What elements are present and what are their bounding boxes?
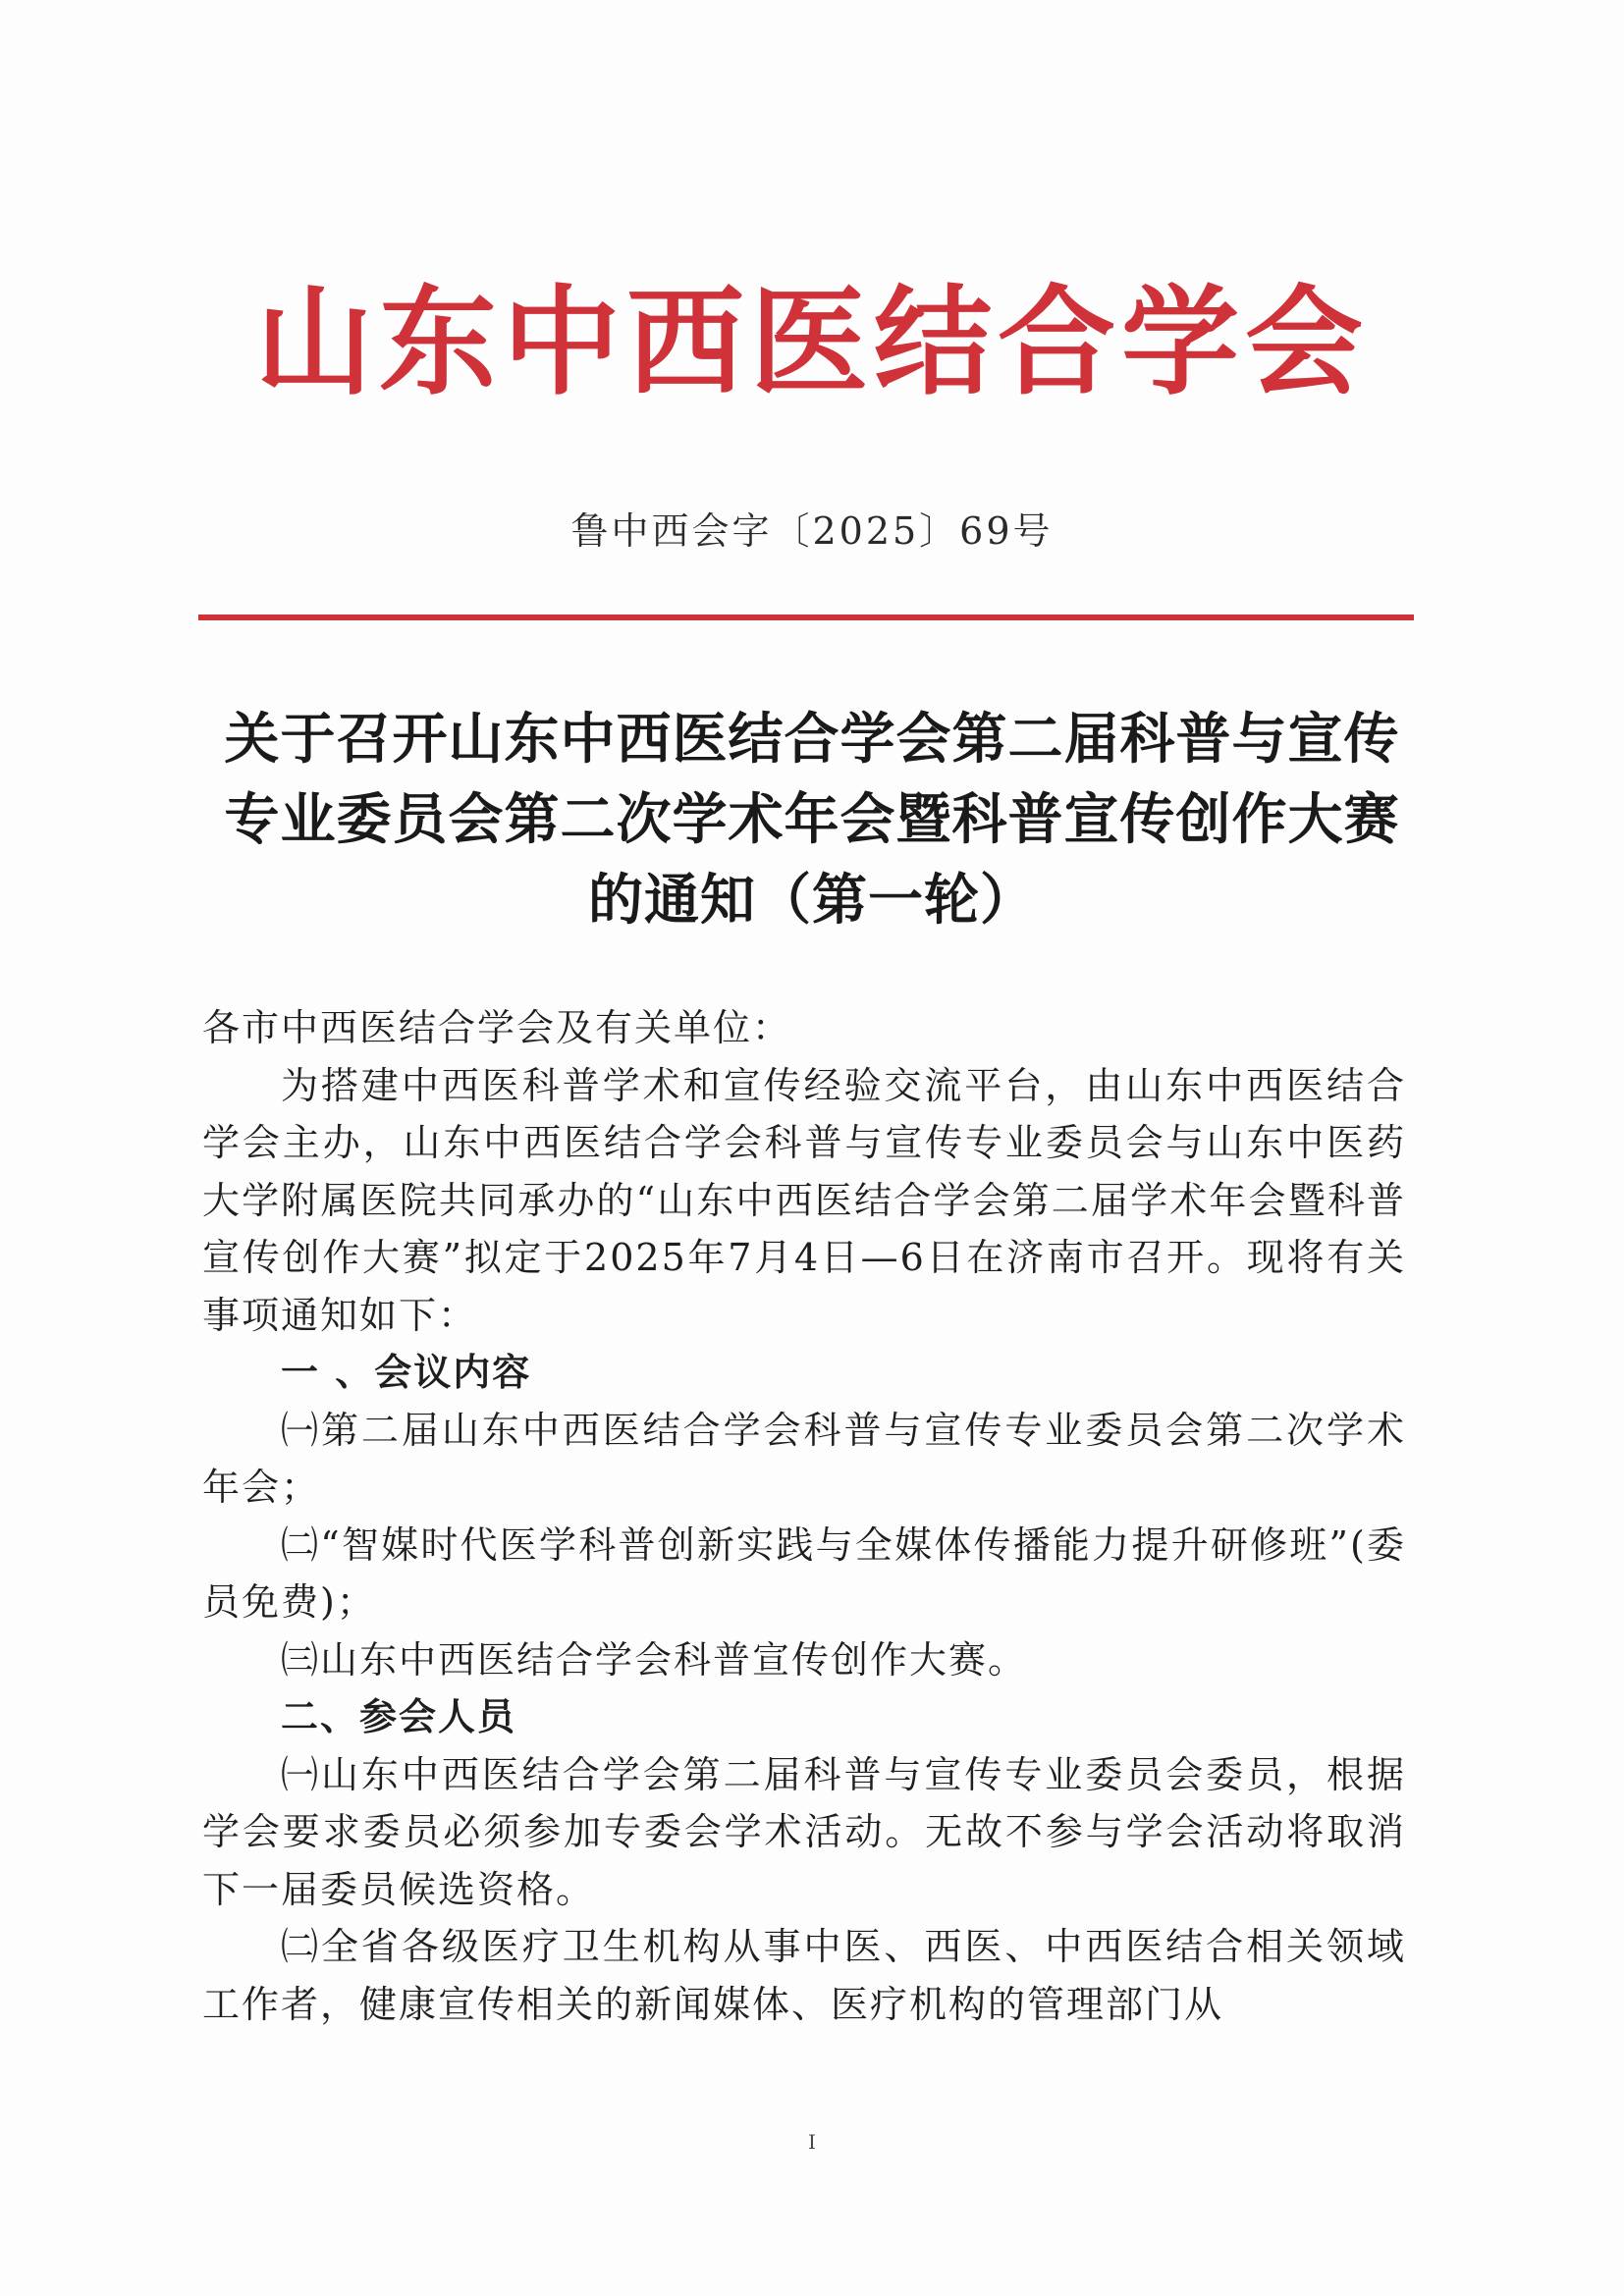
salutation: 各市中西医结合学会及有关单位： xyxy=(202,1006,792,1049)
page-number-mark: I xyxy=(808,2130,816,2154)
participants-item: ㈠山东中西医结合学会第二届科普与宣传专业委员会委员，根据学会要求委员必须参加专委会学术活动。无故不参与学会活动将取消下一届委员候选资格。 xyxy=(202,1752,1406,1911)
participants-item: ㈡全省各级医疗卫生机构从事中医、西医、中西医结合相关领域工作者，健康宣传相关的新闻媒体、医疗机构的管理部门从 xyxy=(202,1925,1406,2026)
section-heading-meeting-content: 一 、会议内容 xyxy=(281,1351,532,1394)
document-body xyxy=(202,999,1406,2033)
red-divider-line xyxy=(198,614,1414,620)
section-heading-participants: 二、参会人员 xyxy=(281,1695,517,1738)
meeting-content-item: ㈢山东中西医结合学会科普宣传创作大赛。 xyxy=(281,1637,1028,1682)
document-number: 鲁中西会字〔2025〕69号 xyxy=(570,509,1054,553)
notice-title: 关于召开山东中西医结合学会第二届科普与宣传专业委员会第二次学术年会暨科普宣传创作大赛的通知（第一轮） xyxy=(224,707,1400,933)
intro-paragraph: 为搭建中西医科普学术和宣传经验交流平台，由山东中西医结合学会主办，山东中西医结合学会科普与宣传专业委员会与山东中医药大学附属医院共同承办的“山东中西医结合学会第二届学术年会暨科普宣传创作大赛”拟定于2025年7月4日—6日在济南市召开。现将有关事项通知如下： xyxy=(202,1063,1406,1337)
meeting-content-item: ㈡“智媒时代医学科普创新实践与全媒体传播能力提升研修班”(委员免费)； xyxy=(202,1522,1406,1624)
meeting-content-item: ㈠第二届山东中西医结合学会科普与宣传专业委员会第二次学术年会； xyxy=(202,1408,1406,1509)
organization-letterhead: 山东中西医结合学会 xyxy=(255,275,1369,411)
